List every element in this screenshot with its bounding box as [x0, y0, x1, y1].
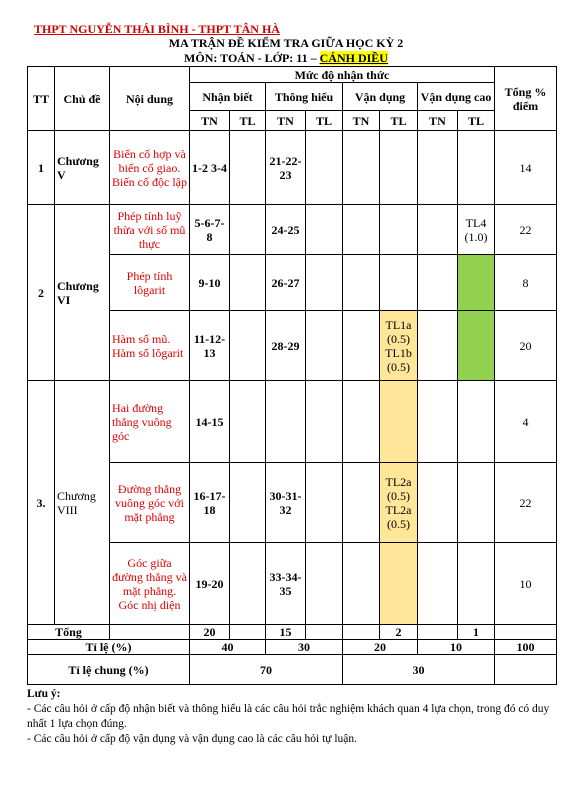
tong-empty	[110, 625, 190, 640]
vd-tl-cell: TL1a (0.5) TL1b (0.5)	[380, 311, 418, 381]
sub-tn: TN	[418, 111, 458, 131]
header-muc-do: Mức độ nhận thức	[190, 67, 495, 83]
th-tn-cell: 24-25	[266, 205, 306, 255]
vdc-tn-cell	[418, 381, 458, 463]
header-tong: Tổng % điểm	[495, 67, 557, 131]
vd-tn-cell	[343, 255, 380, 311]
th-tl-cell	[306, 463, 343, 543]
total-cell: 8	[495, 255, 557, 311]
tile-chung-label: Tỉ lệ chung (%)	[28, 655, 190, 685]
th-tn-cell: 30-31-32	[266, 463, 306, 543]
vdc-tl-cell	[458, 255, 495, 311]
tong-vdc: 1	[458, 625, 495, 640]
vd-tn-cell	[343, 381, 380, 463]
nb-tn-cell: 1-2 3-4	[190, 131, 230, 205]
total-cell: 20	[495, 311, 557, 381]
th-tl-cell	[306, 205, 343, 255]
sub-tl: TL	[380, 111, 418, 131]
sub-tn: TN	[266, 111, 306, 131]
vd-tn-cell	[343, 311, 380, 381]
header-noi-dung: Nội dung	[110, 67, 190, 131]
tong-nb: 20	[190, 625, 230, 640]
vd-tl-cell: TL2a (0.5) TL2a (0.5)	[380, 463, 418, 543]
nb-tn-cell: 11-12-13	[190, 311, 230, 381]
sub-tn: TN	[343, 111, 380, 131]
subtitle-highlight: CÁNH DIỀU	[319, 51, 388, 65]
nb-tl-cell	[230, 543, 266, 625]
level-nhan-biet: Nhận biết	[190, 83, 266, 111]
header-chu-de: Chủ đề	[55, 67, 110, 131]
vdc-tn-cell	[418, 255, 458, 311]
header-tt: TT	[28, 67, 55, 131]
total-cell: 22	[495, 463, 557, 543]
tong-th: 15	[266, 625, 306, 640]
vdc-tl-cell	[458, 381, 495, 463]
th-tn-cell: 33-34-35	[266, 543, 306, 625]
chapter-name: Chương V	[55, 131, 110, 205]
tong-empty	[306, 625, 343, 640]
tong-empty	[343, 625, 380, 640]
tong-empty	[418, 625, 458, 640]
tong-empty	[230, 625, 266, 640]
total-cell: 22	[495, 205, 557, 255]
tile-chung-empty	[495, 655, 557, 685]
vd-tl-cell	[380, 381, 418, 463]
nb-tn-cell: 5-6-7-8	[190, 205, 230, 255]
nb-tn-cell: 14-15	[190, 381, 230, 463]
th-tn-cell: 21-22-23	[266, 131, 306, 205]
note-item: - Các câu hỏi ở cấp độ vận dụng và vận dụng cao là các câu hỏi tự luận.	[27, 733, 358, 745]
nb-tn-cell: 19-20	[190, 543, 230, 625]
tile-label: Tỉ lệ (%)	[28, 640, 190, 655]
notes	[27, 687, 552, 747]
content-cell: Hai đường thẳng vuông góc	[110, 381, 190, 463]
vd-tl-cell	[380, 205, 418, 255]
vdc-tn-cell	[418, 543, 458, 625]
th-tn-cell: 26-27	[266, 255, 306, 311]
vd-tl-cell	[380, 255, 418, 311]
content-cell: Biến cố hợp và biến cố giao. Biến cố độc lập	[110, 131, 190, 205]
nb-tl-cell	[230, 381, 266, 463]
notes-title: Lưu ý:	[27, 688, 61, 700]
level-thong-hieu: Thông hiểu	[266, 83, 343, 111]
document-subtitle	[0, 51, 572, 66]
vdc-tn-cell	[418, 205, 458, 255]
note-item: - Các câu hỏi ở cấp độ nhận biết và thông hiểu là các câu hỏi trắc nghiệm khách quan 4 lựa chọn, trong đó có duy nhất 1 lựa chọn đúng.	[27, 703, 550, 730]
vd-tn-cell	[343, 463, 380, 543]
total-cell: 10	[495, 543, 557, 625]
nb-tn-cell: 16-17-18	[190, 463, 230, 543]
th-tn-cell	[266, 381, 306, 463]
th-tl-cell	[306, 311, 343, 381]
tong-vd: 2	[380, 625, 418, 640]
tong-label: Tổng	[28, 625, 110, 640]
sub-tl: TL	[458, 111, 495, 131]
nb-tl-cell	[230, 255, 266, 311]
vdc-tn-cell	[418, 131, 458, 205]
tile-total: 100	[495, 640, 557, 655]
vd-tn-cell	[343, 131, 380, 205]
content-cell: Hàm số mũ. Hàm số lôgarit	[110, 311, 190, 381]
vd-tl-cell	[380, 543, 418, 625]
vdc-tl-cell	[458, 311, 495, 381]
chapter-tt: 1	[28, 131, 55, 205]
total-cell: 14	[495, 131, 557, 205]
vdc-tn-cell	[418, 463, 458, 543]
th-tl-cell	[306, 543, 343, 625]
school-name: THPT NGUYỄN THÁI BÌNH - THPT TÂN HÀ	[34, 22, 280, 36]
content-cell: Phép tính lôgarit	[110, 255, 190, 311]
vdc-tl-cell: TL4 (1.0)	[458, 205, 495, 255]
chapter-tt: 2	[28, 205, 55, 381]
vdc-tl-cell	[458, 131, 495, 205]
nb-tl-cell	[230, 463, 266, 543]
vdc-tn-cell	[418, 311, 458, 381]
chapter-name: Chương VIII	[55, 381, 110, 625]
tile-chung-high: 30	[343, 655, 495, 685]
th-tl-cell	[306, 255, 343, 311]
content-cell: Đường thẳng vuông góc với mặt phẳng	[110, 463, 190, 543]
sub-tn: TN	[190, 111, 230, 131]
nb-tn-cell: 9-10	[190, 255, 230, 311]
subtitle-prefix: MÔN: TOÁN - LỚP: 11 –	[184, 51, 320, 65]
nb-tl-cell	[230, 131, 266, 205]
tile-nb: 40	[190, 640, 266, 655]
th-tn-cell: 28-29	[266, 311, 306, 381]
vd-tn-cell	[343, 205, 380, 255]
level-van-dung: Vận dụng	[343, 83, 418, 111]
th-tl-cell	[306, 381, 343, 463]
document-title: MA TRẬN ĐỀ KIỂM TRA GIỮA HỌC KỲ 2	[168, 36, 404, 50]
sub-tl: TL	[306, 111, 343, 131]
vdc-tl-cell	[458, 463, 495, 543]
vd-tl-cell	[380, 131, 418, 205]
content-cell: Phép tính luỹ thừa với số mũ thực	[110, 205, 190, 255]
nb-tl-cell	[230, 205, 266, 255]
tile-vd: 20	[343, 640, 418, 655]
tile-vdc: 10	[418, 640, 495, 655]
vd-tn-cell	[343, 543, 380, 625]
level-van-dung-cao: Vận dụng cao	[418, 83, 495, 111]
vdc-tl-cell	[458, 543, 495, 625]
total-cell: 4	[495, 381, 557, 463]
chapter-name: Chương VI	[55, 205, 110, 381]
nb-tl-cell	[230, 311, 266, 381]
tile-chung-low: 70	[190, 655, 343, 685]
sub-tl: TL	[230, 111, 266, 131]
exam-matrix-table	[27, 66, 557, 685]
tong-empty	[495, 625, 557, 640]
chapter-tt: 3.	[28, 381, 55, 625]
th-tl-cell	[306, 131, 343, 205]
content-cell: Góc giữa đường thẳng và mặt phẳng. Góc nhị diện	[110, 543, 190, 625]
tile-th: 30	[266, 640, 343, 655]
